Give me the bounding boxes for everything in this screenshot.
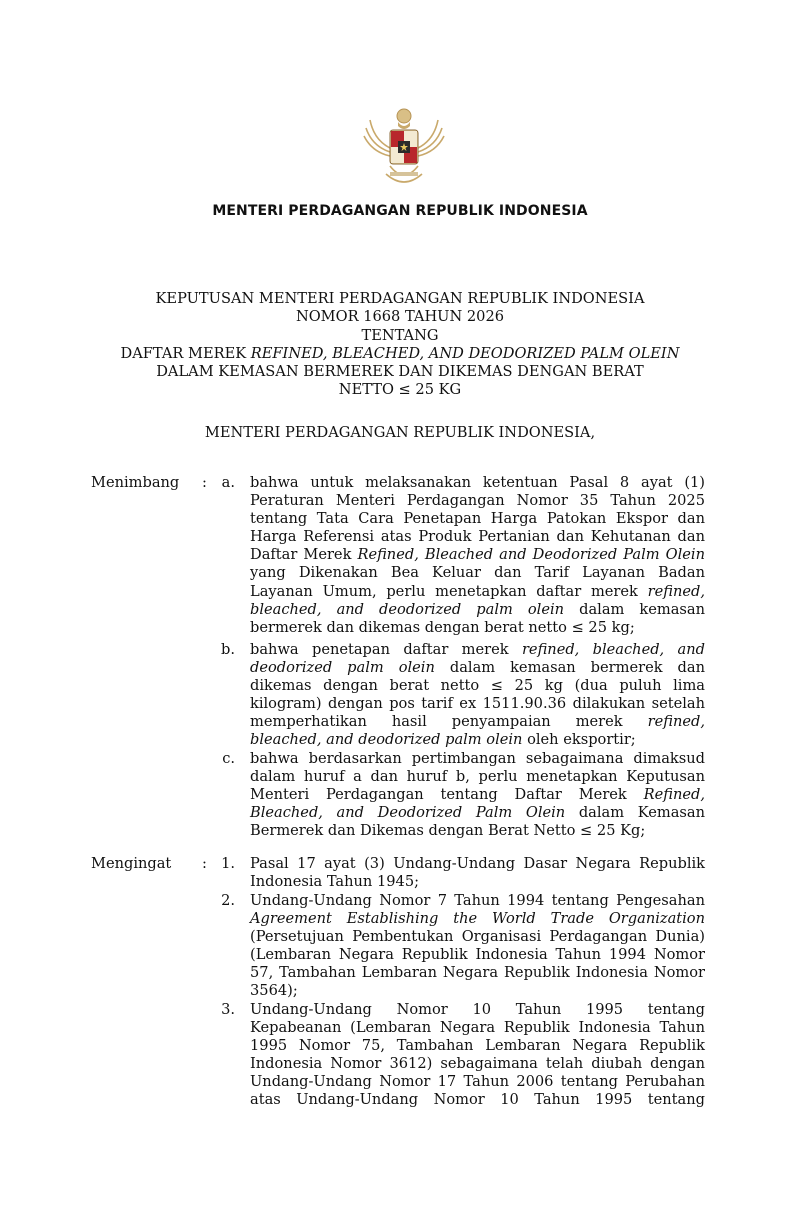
text-line: Indonesia Nomor 3612) sebagaimana telah diubah dengan <box>250 1055 705 1073</box>
text-line: 57, Tambahan Lembaran Negara Republik Indonesia Nomor <box>250 964 705 982</box>
text-line: dalam huruf a dan huruf b, perlu menetapkan Keputusan <box>250 768 705 786</box>
title-line: NETTO ≤ 25 KG <box>338 381 462 399</box>
decree-number: NOMOR 1668 TAHUN 2026 <box>295 308 505 326</box>
text-line: Harga Referensi atas Produk Pertanian dan Kehutanan dan <box>250 528 705 546</box>
text-line: kilogram) dengan pos tarif ex 1511.90.36 dilakukan setelah <box>250 695 705 713</box>
item-marker: 1. <box>221 855 235 872</box>
mengingat-item-2 <box>250 892 705 1001</box>
item-marker: b. <box>221 641 235 658</box>
colon: : <box>202 855 207 872</box>
text-line: dikemas dengan berat netto ≤ 25 kg (dua puluh lima <box>250 677 705 695</box>
colon: : <box>202 474 207 491</box>
text-line: bleached, and deodorized palm olein oleh eksportir; <box>250 731 636 749</box>
menimbang-item-b <box>250 641 705 750</box>
mengingat-item-3 <box>250 1001 705 1110</box>
item-marker: a. <box>221 474 235 491</box>
text-line: bleached, and deodorized palm olein dalam kemasan <box>250 600 705 618</box>
text-line: Undang-Undang Nomor 17 Tahun 2006 tentang Perubahan <box>250 1073 705 1091</box>
text-line: bahwa berdasarkan pertimbangan sebagaimana dimaksud <box>250 750 705 767</box>
text-line: Pasal 17 ayat (3) Undang-Undang Dasar Negara Republik <box>250 855 705 872</box>
text-line: deodorized palm olein dalam kemasan bermerek dan <box>250 659 705 677</box>
title-line: DALAM KEMASAN BERMEREK DAN DIKEMAS DENGAN BERAT <box>156 363 644 381</box>
menimbang-item-c <box>250 750 705 840</box>
text-line: Daftar Merek Refined, Bleached and Deodorized Palm Olein <box>250 546 705 564</box>
text-line: Agreement Establishing the World Trade Organization <box>250 910 705 928</box>
menimbang-item-a <box>250 474 705 637</box>
letterhead-title: MENTERI PERDAGANGAN REPUBLIK INDONESIA <box>212 203 588 219</box>
text-line: Indonesia Tahun 1945; <box>250 873 420 891</box>
text-line: bahwa penetapan daftar merek refined, bleached, and <box>250 641 705 658</box>
text-line: memperhatikan hasil penyampaian merek refined, <box>250 713 705 731</box>
text-line: bermerek dan dikemas dengan berat netto ≤ 25 kg; <box>250 618 635 636</box>
text-line: Peraturan Menteri Perdagangan Nomor 35 Tahun 2025 <box>250 492 705 510</box>
text-line: Bleached, and Deodorized Palm Olein dalam Kemasan <box>250 804 705 822</box>
garuda-emblem-icon <box>360 100 448 190</box>
text-line: Undang-Undang Nomor 7 Tahun 1994 tentang Pengesahan <box>250 892 705 909</box>
text-line: Undang-Undang Nomor 10 Tahun 1995 tentang <box>250 1001 705 1018</box>
text-line: (Persetujuan Pembentukan Organisasi Perdagangan Dunia) <box>250 928 705 946</box>
minister-heading: MENTERI PERDAGANGAN REPUBLIK INDONESIA, <box>204 424 596 441</box>
text-line: (Lembaran Negara Republik Indonesia Tahun 1994 Nomor <box>250 946 705 964</box>
text-line: Bermerek dan Dikemas dengan Berat Netto ≤ 25 Kg; <box>250 822 646 840</box>
item-marker: 3. <box>221 1001 235 1018</box>
text-line: Menteri Perdagangan tentang Daftar Merek Refined, <box>250 786 705 804</box>
title-line: TENTANG <box>361 326 439 344</box>
text-line: Kepabeanan (Lembaran Negara Republik Indonesia Tahun <box>250 1019 705 1037</box>
title-italic: REFINED, BLEACHED, AND DEODORIZED PALM OLEIN <box>250 344 680 362</box>
text-line: tentang Tata Cara Penetapan Harga Patokan Ekspor dan <box>250 510 705 528</box>
text-line: atas Undang-Undang Nomor 10 Tahun 1995 tentang <box>250 1091 705 1109</box>
text-line: yang Dikenakan Bea Keluar dan Tarif Layanan Badan <box>250 564 705 582</box>
item-marker: 2. <box>221 892 235 909</box>
menimbang-label: Menimbang <box>91 474 180 491</box>
text-line: 1995 Nomor 75, Tambahan Lembaran Negara Republik <box>250 1037 705 1055</box>
title-line: KEPUTUSAN MENTERI PERDAGANGAN REPUBLIK INDONESIA <box>155 290 645 307</box>
item-marker: c. <box>222 750 235 767</box>
text-line: 3564); <box>250 982 298 1000</box>
text-line: bahwa untuk melaksanakan ketentuan Pasal 8 ayat (1) <box>250 474 705 491</box>
decree-title <box>80 290 720 400</box>
mengingat-label: Mengingat <box>91 855 172 872</box>
mengingat-item-1 <box>250 855 705 891</box>
title-text: DAFTAR MEREK <box>120 344 251 362</box>
text-line: Layanan Umum, perlu menetapkan daftar merek refined, <box>250 582 705 600</box>
title-line <box>80 345 720 363</box>
